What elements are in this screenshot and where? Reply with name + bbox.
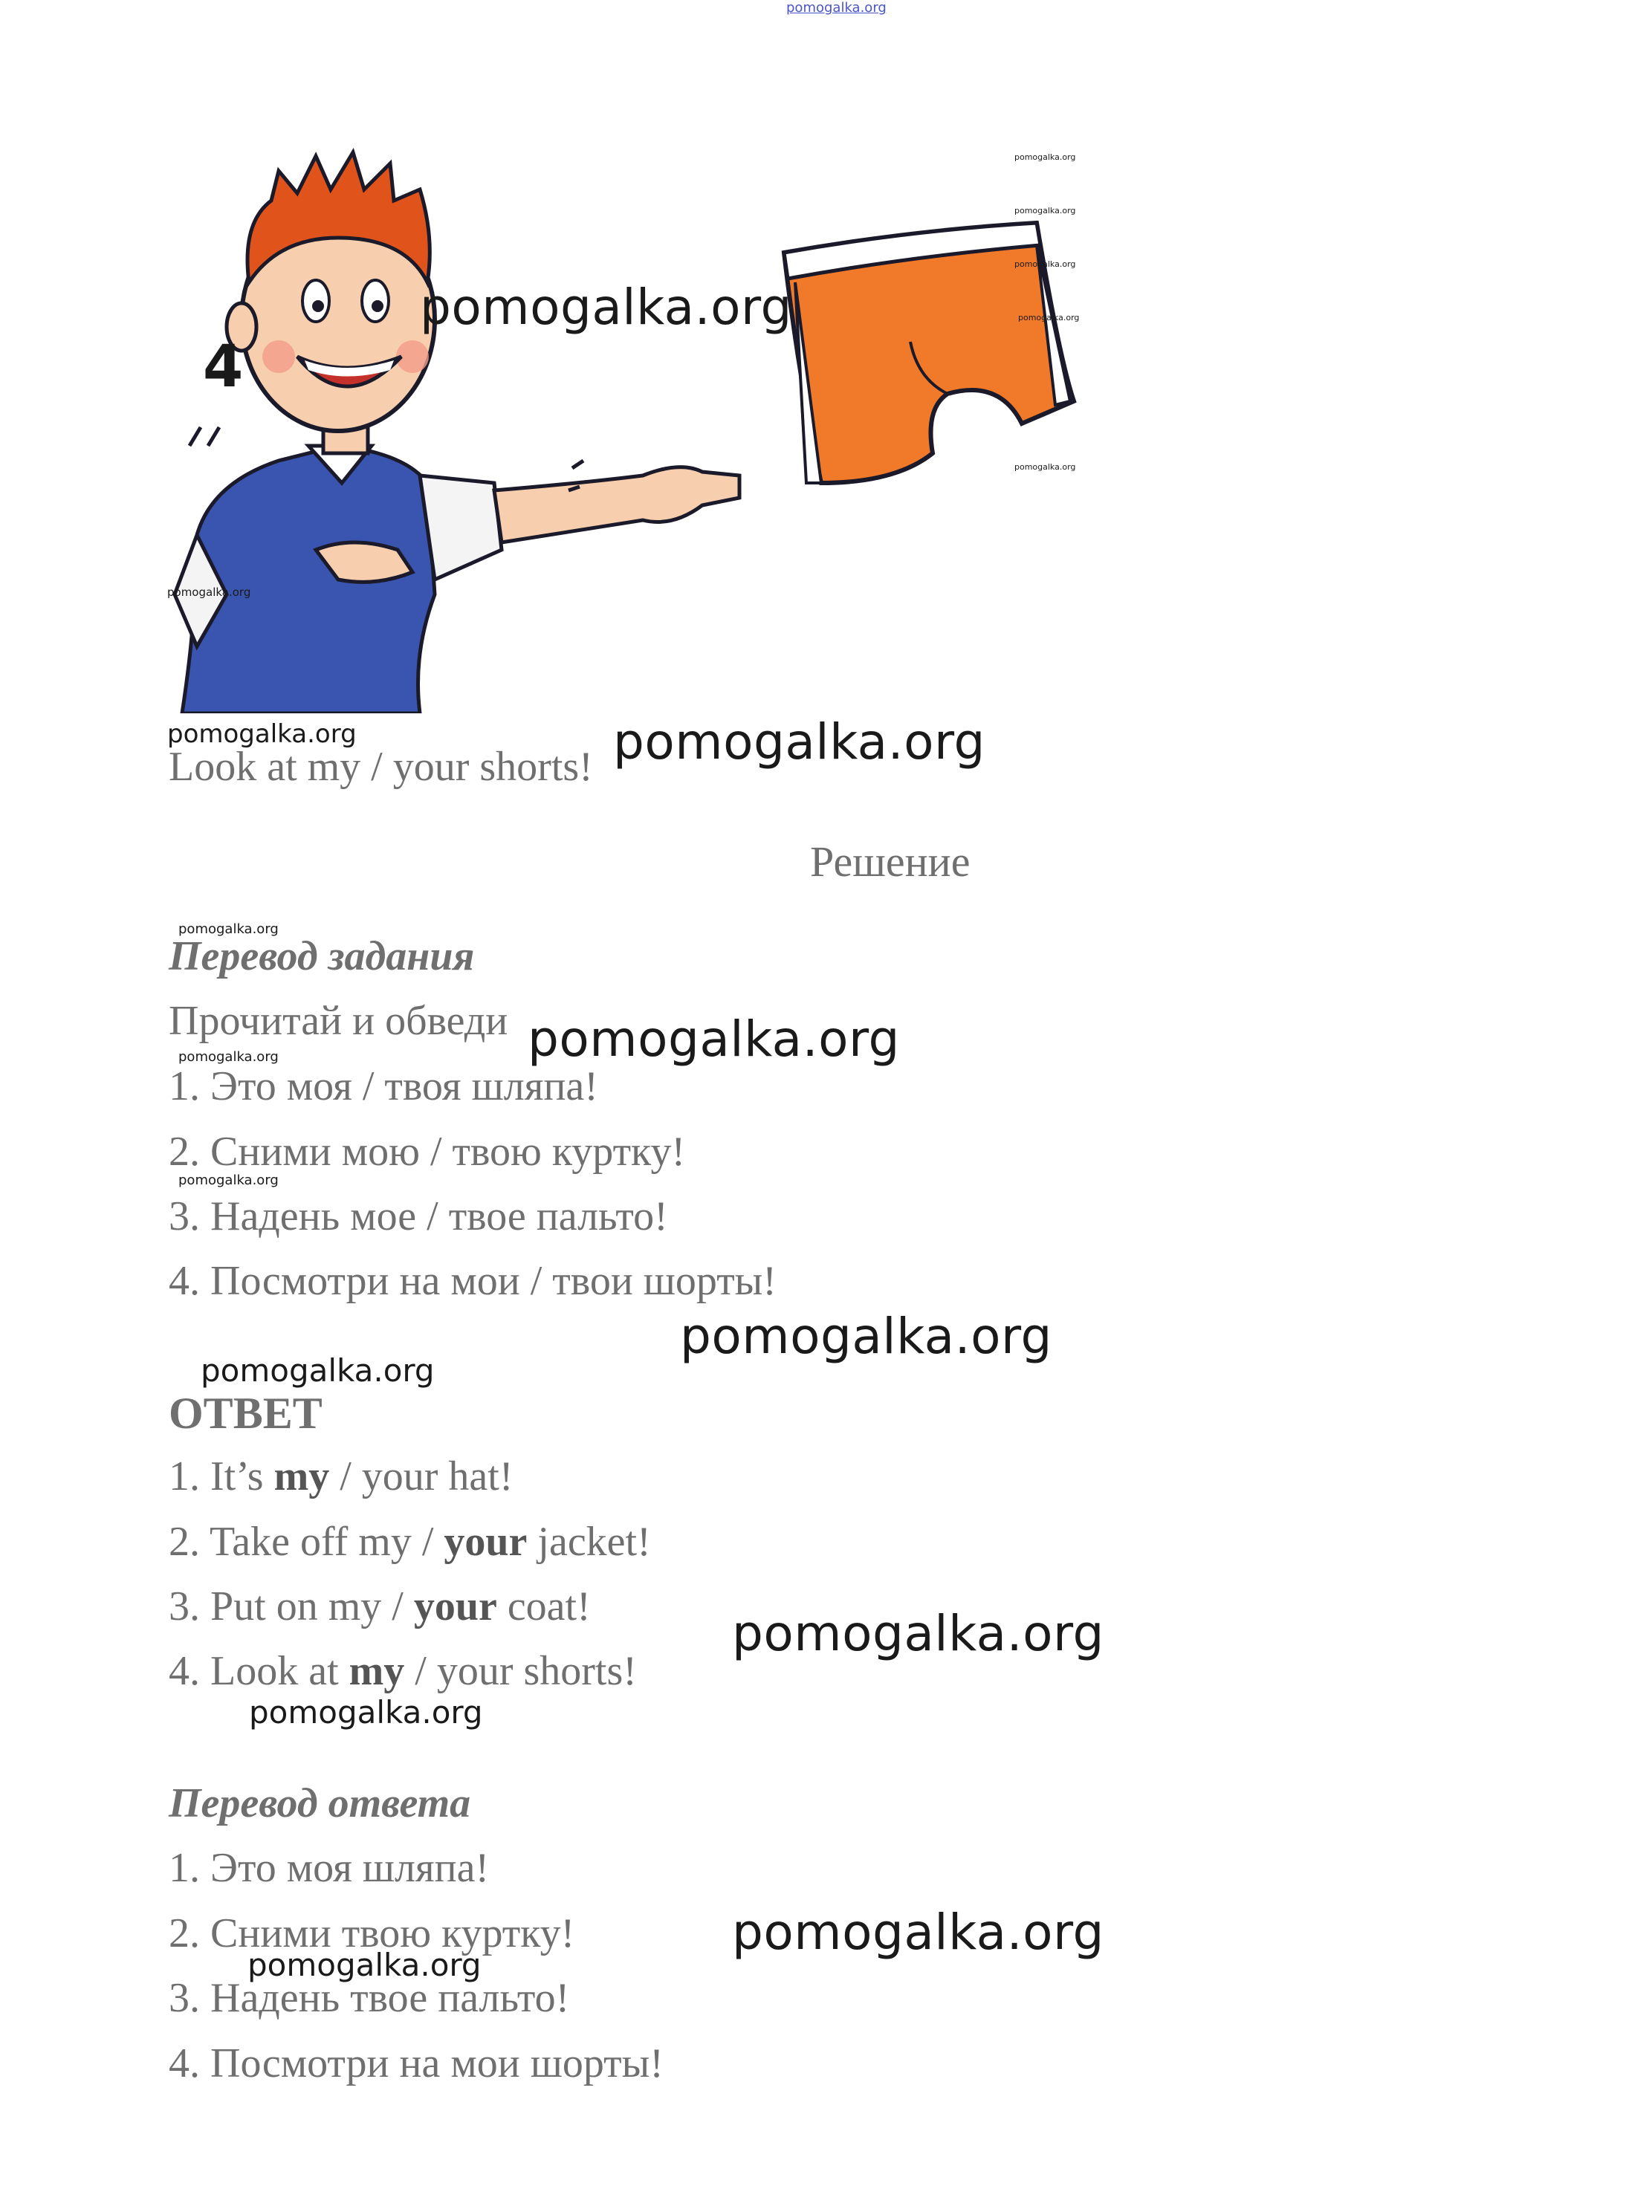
watermark[interactable]: pomogalka.org bbox=[167, 586, 251, 599]
watermark[interactable]: pomogalka.org bbox=[178, 921, 279, 937]
watermark[interactable]: pomogalka.org bbox=[167, 719, 357, 749]
watermark[interactable]: pomogalka.org bbox=[247, 1947, 482, 1983]
answer-heading: ОТВЕТ bbox=[169, 1389, 323, 1438]
watermark[interactable]: pomogalka.org bbox=[420, 279, 792, 336]
answer-item: 4. Look at my / your shorts! bbox=[169, 1648, 637, 1694]
answer-item: 1. It’s my / your hat! bbox=[169, 1453, 514, 1499]
answer-choice: your bbox=[413, 1583, 497, 1629]
watermark[interactable]: pomogalka.org bbox=[1014, 206, 1076, 215]
watermark[interactable]: pomogalka.org bbox=[1014, 259, 1076, 269]
watermark[interactable]: pomogalka.org bbox=[178, 1049, 279, 1065]
task-item: 3. Надень мое / твое пальто! bbox=[169, 1193, 668, 1239]
task-intro: Прочитай и обведи bbox=[169, 998, 508, 1044]
top-watermark[interactable]: pomogalka.org bbox=[786, 0, 887, 16]
answer-item: 2. Take off my / your jacket! bbox=[169, 1519, 651, 1565]
boy-shorts-illustration bbox=[167, 134, 1096, 713]
watermark[interactable]: pomogalka.org bbox=[1014, 152, 1076, 162]
answer-translation-item: 1. Это моя шляпа! bbox=[169, 1845, 490, 1891]
watermark[interactable]: pomogalka.org bbox=[1018, 313, 1080, 322]
answer-choice: your bbox=[444, 1519, 528, 1565]
answer-choice: my bbox=[349, 1648, 405, 1694]
answer-item: 3. Put on my / your coat! bbox=[169, 1583, 591, 1629]
task-item: 4. Посмотри на мои / твои шорты! bbox=[169, 1258, 777, 1304]
watermark[interactable]: pomogalka.org bbox=[201, 1352, 435, 1389]
watermark[interactable]: pomogalka.org bbox=[249, 1694, 483, 1731]
watermark[interactable]: pomogalka.org bbox=[613, 713, 985, 771]
watermark[interactable]: pomogalka.org bbox=[178, 1173, 279, 1188]
illustration-number: 4 bbox=[203, 334, 244, 400]
watermark[interactable]: pomogalka.org bbox=[528, 1011, 900, 1068]
illustration-caption: Look at my / your shorts! bbox=[169, 744, 593, 790]
answer-choice: my bbox=[273, 1453, 330, 1499]
solution-title: Решение bbox=[810, 837, 971, 886]
watermark[interactable]: pomogalka.org bbox=[680, 1308, 1052, 1365]
task-item: 1. Это моя / твоя шляпа! bbox=[169, 1063, 598, 1109]
watermark[interactable]: pomogalka.org bbox=[1014, 462, 1076, 472]
answer-translation-heading: Перевод ответа bbox=[169, 1780, 471, 1826]
watermark[interactable]: pomogalka.org bbox=[732, 1904, 1104, 1961]
answer-translation-item: 2. Сними твою куртку! bbox=[169, 1910, 575, 1956]
answer-translation-item: 4. Посмотри на мои шорты! bbox=[169, 2040, 664, 2086]
task-translation-heading: Перевод задания bbox=[169, 933, 475, 979]
task-item: 2. Сними мою / твою куртку! bbox=[169, 1129, 686, 1175]
watermark[interactable]: pomogalka.org bbox=[732, 1605, 1104, 1662]
answer-translation-item: 3. Надень твое пальто! bbox=[169, 1975, 570, 2021]
